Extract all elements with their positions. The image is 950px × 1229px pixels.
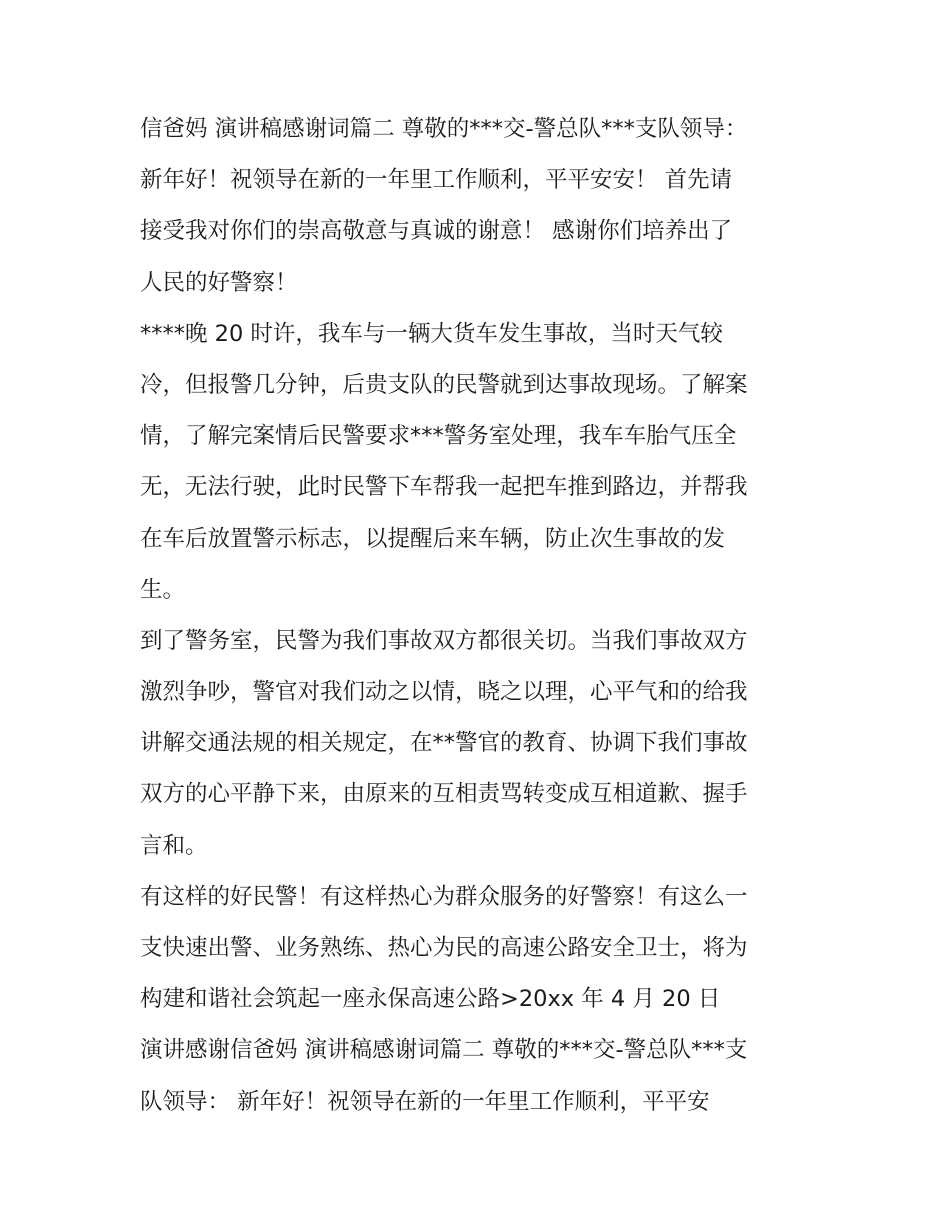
- text-line: 生。: [140, 576, 186, 603]
- text-line: 在车后放置警示标志，以提醒后来车辆，防止次生事故的发: [140, 525, 726, 552]
- text-line: 演讲感谢信爸妈 演讲稿感谢词篇二 尊敬的***交-警总队***支: [140, 1037, 748, 1064]
- text-line: 信爸妈 演讲稿感谢词篇二 尊敬的***交-警总队***支队领导：: [140, 116, 748, 142]
- text-line: 双方的心平静下来，由原来的互相责骂转变成互相道歉、握手: [140, 781, 748, 808]
- text-line: 接受我对你们的崇高敬意与真诚的谢意！ 感谢你们培养出了: [140, 218, 733, 245]
- text-line: 新年好！祝领导在新的一年里工作顺利，平平安安！ 首先请: [140, 167, 733, 194]
- text-line: 人民的好警察！: [140, 269, 298, 296]
- text-line: ****晚 20 时许，我车与一辆大货车发生事故，当时天气较: [140, 320, 723, 347]
- text-line: 无，无法行驶，此时民警下车帮我一起把车推到路边，并帮我: [140, 474, 748, 501]
- text-line: 激烈争吵，警官对我们动之以情，晓之以理，心平气和的给我: [140, 679, 748, 706]
- text-line: 冷，但报警几分钟，后贵支队的民警就到达事故现场。了解案: [140, 371, 748, 398]
- text-line: 队领导： 新年好！祝领导在新的一年里工作顺利，平平安: [140, 1088, 710, 1115]
- text-line: 有这样的好民警！有这样热心为群众服务的好警察！有这么一: [140, 883, 748, 910]
- text-line: 言和。: [140, 832, 208, 859]
- text-line: 讲解交通法规的相关规定，在**警官的教育、协调下我们事故: [140, 730, 748, 757]
- text-line: 支快速出警、业务熟练、热心为民的高速公路安全卫士，将为: [140, 935, 748, 961]
- document-body: [140, 104, 820, 1128]
- text-line: 到了警务室，民警为我们事故双方都很关切。当我们事故双方: [140, 627, 748, 654]
- text-line: 情，了解完案情后民警要求***警务室处理，我车车胎气压全: [140, 423, 737, 450]
- text-line: 构建和谐社会筑起一座永保高速公路>20xx 年 4 月 20 日: [140, 986, 721, 1013]
